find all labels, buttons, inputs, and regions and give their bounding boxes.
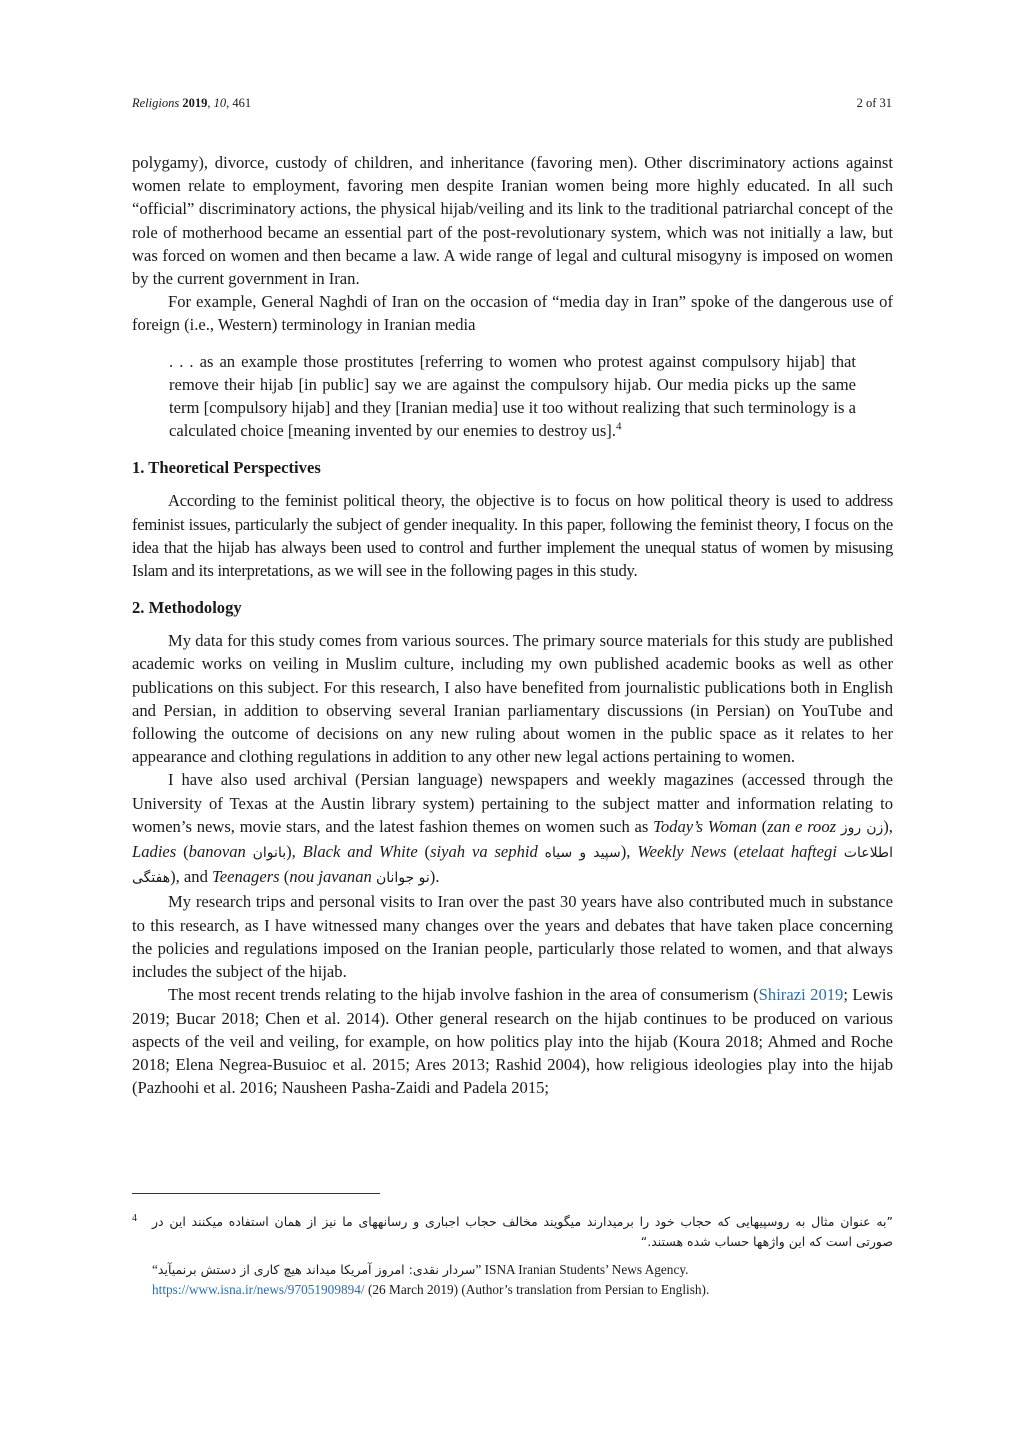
running-header: [132, 96, 892, 111]
section-heading: 2. Methodology: [132, 598, 242, 618]
paragraph: I have also used archival (Persian language) newspapers and weekly magazines (accessed through the University of Texas at the Austin library system) pertaining to the subject matter and information relating to women’s news, movie stars, and the latest fashion themes on women such as Today’s Woman (zan e rooz زن روز), Ladies (banovan بانوان), Black and White (siyah va sephid سپید و سیاه), Weekly News (etelaat haftegi اطلاعات هفتگی), and Teenagers (nou javanan نو جوانان).: [132, 770, 893, 887]
citation-link[interactable]: Shirazi 2019: [758, 985, 844, 1005]
paragraph: My research trips and personal visits to Iran over the past 30 years have also contributed much in substance to this research, as I have witnessed many changes over the years and debates that have taken place concerning the policies and regulations imposed on the Iranian people, particularly those related to women, and that always includes the subject of the hijab.: [132, 892, 893, 982]
footnote-ref[interactable]: 4: [615, 420, 622, 433]
footnote-number: 4: [132, 1213, 137, 1224]
section-heading: 1. Theoretical Perspectives: [132, 458, 321, 478]
footnote: [132, 1212, 893, 1252]
page-number: 2 of 31: [856, 96, 892, 110]
block-quote: . . . as an example those prostitutes [referring to women who protest against compulsory hijab] that remove their hijab [in public] say we are against the compulsory hijab. Our media picks up the same term [compulsory hijab] and they [Iranian media] use it too without realizing that such terminology is a calculated choice [meaning invented by our enemies to destroy us].$^4$: [169, 351, 856, 441]
paragraph: The most recent trends relating to the hijab involve fashion in the area of consumerism (Shirazi 2019; Lewis 2019; Bucar 2018; Chen et al. 2014). Other general research on the hijab continues to be produced on various aspects of the veil and veiling, for example, on how politics play into the hijab (Koura 2018; Ahmed and Roche 2018; Elena Negrea-Busuioc et al. 2015; Ares 2013; Rashid 2004), how religious ideologies play into the hijab (Pazhoohi et al. 2016; Nausheen Pasha-Zaidi and Padela 2015;: [132, 985, 893, 1098]
footnote-source: “سردار نقدی: امروز آمریکا میداند هیچ کاری از دستش برنمیآید” ISNA Iranian Students’ News Agency. https://www.isna.ir/news/97051909894/ (26 March 2019) (Author’s translation from Persian to English).: [152, 1262, 710, 1297]
paragraph: According to the feminist political theory, the objective is to focus on how political theory is used to address feminist issues, particularly the subject of gender inequality. In this paper, following the feminist theory, I focus on the idea that the hijab has always been used to control and further implement the unequal status of women by misusing Islam and its interpretations, as we will see in the following pages in this study.: [132, 491, 893, 581]
paragraph: For example, General Naghdi of Iran on the occasion of “media day in Iran” spoke of the dangerous use of foreign (i.e., Western) terminology in Iranian media: [132, 292, 893, 335]
footnotes: [132, 1212, 893, 1300]
paragraph: polygamy), divorce, custody of children, and inheritance (favoring men). Other discriminatory actions against women relate to employment, favoring men despite Iranian women being more highly educated. In all such “official” discriminatory actions, the physical hijab/veiling and its link to the traditional patriarchal concept of the role of motherhood became an essential part of the post-revolutionary system, which was not initially a law, but was forced on women and then became a law. A wide range of legal and cultural misogyny is imposed on women by the current government in Iran.: [132, 153, 893, 289]
source-url-link[interactable]: https://www.isna.ir/news/97051909894/: [152, 1282, 365, 1297]
paragraph: My data for this study comes from various sources. The primary source materials for this study are published academic works on veiling in Muslim culture, including my own published academic books as well as other publications on this subject. For this research, I also have benefited from journalistic publications both in English and Persian, in addition to observing several Iranian parliamentary discussions (in Persian) on YouTube and following the outcome of decisions on any new ruling about women in the public space as it relates to her appearance and clothing regulations in addition to any other new legal actions pertaining to women.: [132, 631, 893, 767]
footnote-divider: [132, 1193, 380, 1194]
citation: Religions 2019, 10, 461: [132, 96, 252, 110]
footnote-persian-text: ”به عنوان مثال به روسپیهایی که حجاب خود را برمیدارند میگویند مخالف حجاب اجباری و رسانههای ما نیز از همان استفاده میکنند این در صورتی است که این واژهها حساب شده هستند.“: [152, 1214, 893, 1249]
main-text: [132, 151, 893, 1099]
